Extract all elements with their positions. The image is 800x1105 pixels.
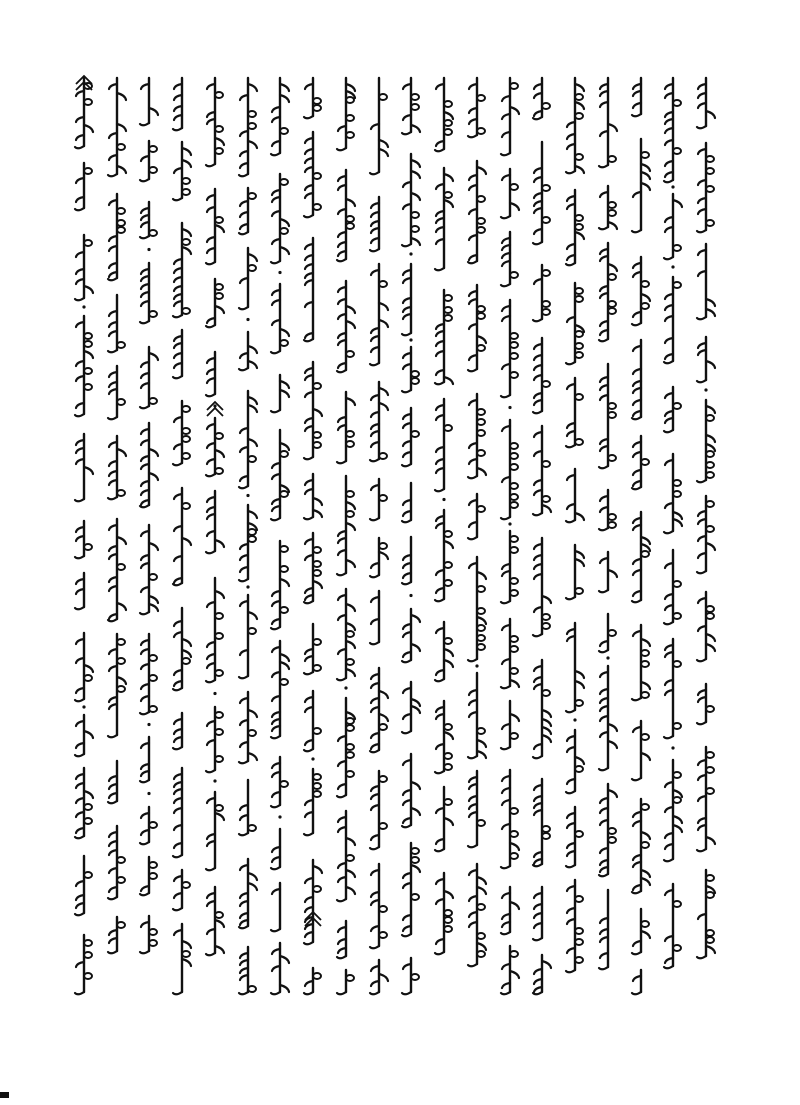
word-glyph: [140, 347, 158, 408]
word-glyph: [271, 174, 289, 263]
word-glyph: [271, 284, 289, 353]
word-glyph: [108, 194, 125, 280]
word-glyph: [435, 510, 453, 601]
word-glyph: [435, 399, 452, 491]
word-glyph: [75, 935, 92, 994]
word-glyph: [632, 139, 650, 232]
word-glyph: [304, 769, 321, 835]
word-glyph: [304, 968, 321, 994]
word-glyph: [468, 864, 486, 966]
word-glyph: [468, 161, 486, 263]
word-glyph: [173, 768, 182, 857]
word-glyph: [435, 622, 453, 681]
punctuation-dot: [672, 185, 675, 188]
word-glyph: [140, 141, 157, 181]
word-glyph: [108, 826, 125, 899]
word-glyph: [435, 787, 453, 851]
word-glyph: [337, 78, 355, 150]
text-column-20: [692, 72, 720, 1002]
word-glyph: [632, 909, 650, 954]
word-glyph: [533, 955, 551, 994]
word-glyph: [75, 573, 84, 609]
punctuation-dot: [213, 779, 216, 782]
word-glyph: [206, 578, 224, 682]
word-glyph: [632, 257, 650, 325]
text-column-14: [496, 72, 524, 1002]
word-glyph: [75, 633, 93, 701]
word-glyph: [140, 737, 149, 782]
word-glyph: [108, 519, 126, 621]
word-glyph: [533, 338, 550, 413]
word-glyph: [664, 78, 681, 182]
word-glyph: [632, 799, 650, 893]
word-glyph: [566, 623, 584, 712]
word-glyph: [239, 188, 256, 234]
text-column-7: [266, 72, 294, 1002]
word-glyph: [697, 78, 715, 128]
text-column-10: [365, 72, 393, 1002]
word-glyph: [271, 641, 289, 738]
text-column-17: [594, 72, 622, 1002]
word-glyph: [402, 754, 420, 827]
word-glyph: [599, 552, 617, 592]
word-glyph: [206, 418, 224, 476]
word-glyph: [533, 426, 551, 515]
punctuation-dot: [606, 656, 609, 659]
word-glyph: [501, 619, 519, 688]
word-glyph: [664, 639, 681, 738]
word-glyph: [697, 684, 714, 724]
word-glyph: [402, 958, 419, 994]
word-glyph: [664, 760, 682, 861]
word-glyph: [402, 682, 420, 733]
text-column-3: [135, 72, 163, 1002]
word-glyph: [173, 401, 190, 465]
word-glyph: [599, 784, 617, 876]
word-glyph: [239, 391, 257, 488]
word-glyph: [271, 375, 289, 412]
word-glyph: [173, 488, 191, 585]
word-glyph: [108, 917, 125, 953]
word-glyph: [173, 924, 191, 994]
word-glyph: [501, 169, 519, 218]
word-glyph: [75, 521, 92, 558]
word-glyph: [239, 780, 256, 835]
text-column-13: [463, 72, 491, 1002]
punctuation-dot: [508, 522, 511, 525]
word-glyph: [402, 78, 420, 134]
word-glyph: [599, 364, 616, 468]
word-glyph: [206, 792, 224, 870]
word-glyph: [304, 238, 313, 341]
text-column-4: [168, 72, 196, 1002]
word-glyph: [435, 873, 453, 954]
word-glyph: [140, 634, 157, 714]
word-glyph: [664, 194, 682, 259]
word-glyph: [140, 423, 158, 507]
word-glyph: [206, 279, 224, 327]
word-glyph: [501, 420, 518, 519]
word-glyph: [108, 295, 125, 352]
word-glyph: [337, 392, 355, 463]
word-glyph: [664, 277, 681, 363]
word-glyph: [337, 281, 355, 372]
word-glyph: [501, 946, 519, 994]
word-glyph: [370, 960, 388, 994]
text-column-16: [561, 72, 589, 1002]
text-column-11: [397, 72, 425, 1002]
word-glyph: [370, 264, 388, 365]
word-glyph: [140, 525, 158, 614]
word-glyph: [632, 340, 641, 419]
word-glyph: [533, 78, 550, 119]
word-glyph: [402, 483, 411, 522]
word-glyph: [108, 761, 117, 803]
punctuation-dot: [279, 815, 282, 818]
word-glyph: [271, 757, 288, 807]
word-glyph: [664, 550, 681, 624]
word-glyph: [599, 890, 608, 969]
word-glyph: [271, 829, 280, 869]
word-glyph: [271, 541, 289, 629]
word-glyph: [632, 625, 650, 700]
word-glyph: [370, 78, 388, 174]
punctuation-dot: [672, 265, 675, 268]
word-glyph: [370, 771, 387, 849]
word-glyph: [140, 807, 157, 844]
word-glyph: [206, 78, 224, 166]
word-glyph: [337, 698, 355, 797]
word-glyph: [566, 78, 584, 173]
word-glyph: [304, 624, 321, 674]
punctuation-dot: [410, 338, 413, 341]
word-glyph: [697, 337, 715, 382]
punctuation-dot: [312, 757, 315, 760]
text-column-5: [201, 72, 229, 1002]
word-glyph: [239, 248, 257, 309]
word-glyph: [337, 476, 355, 575]
word-glyph: [304, 78, 321, 118]
word-glyph: [370, 591, 379, 644]
word-glyph: [206, 887, 224, 955]
word-glyph: [271, 883, 280, 931]
word-glyph: [566, 190, 584, 265]
word-glyph: [468, 771, 485, 847]
word-glyph: [566, 469, 584, 522]
word-glyph: [140, 916, 157, 953]
word-glyph: [697, 747, 715, 851]
word-glyph: [304, 691, 321, 751]
word-glyph: [271, 943, 289, 994]
page-corner-mark: [0, 1092, 9, 1098]
punctuation-dot: [213, 692, 216, 695]
text-column-8: [299, 72, 327, 1002]
word-glyph: [632, 970, 641, 994]
word-glyph: [566, 730, 584, 793]
word-glyph: [599, 186, 617, 229]
word-glyph: [239, 595, 257, 678]
word-glyph: [533, 779, 550, 866]
text-column-12: [430, 72, 458, 1002]
word-glyph: [468, 673, 486, 758]
word-glyph: [664, 884, 681, 968]
word-glyph: [140, 78, 158, 125]
word-glyph: [370, 479, 387, 520]
word-glyph: [468, 394, 486, 478]
word-glyph: [304, 362, 322, 459]
word-glyph: [501, 770, 519, 868]
word-glyph: [402, 537, 411, 584]
word-glyph: [239, 692, 257, 763]
word-glyph: [402, 843, 420, 936]
word-glyph: [108, 634, 126, 737]
word-glyph: [370, 197, 379, 251]
word-glyph: [501, 232, 518, 286]
word-glyph: [402, 347, 419, 392]
word-glyph: [370, 538, 388, 577]
word-glyph: [599, 666, 617, 770]
word-glyph: [304, 533, 322, 603]
word-glyph: [632, 436, 649, 489]
punctuation-dot: [508, 406, 511, 409]
punctuation-dot: [246, 585, 249, 588]
word-glyph: [75, 316, 93, 416]
word-glyph: [173, 870, 190, 910]
word-glyph: [206, 352, 215, 396]
punctuation-dot: [148, 723, 151, 726]
word-glyph: [173, 608, 191, 690]
word-glyph: [140, 857, 157, 895]
word-glyph: [140, 263, 157, 323]
word-glyph: [206, 491, 224, 553]
punctuation-dot: [246, 494, 249, 497]
punctuation-dot: [410, 594, 413, 597]
word-glyph: [75, 163, 92, 210]
punctuation-dot: [279, 271, 282, 274]
word-glyph: [206, 189, 224, 264]
word-glyph: [140, 202, 157, 238]
word-glyph: [599, 243, 617, 341]
word-glyph: [632, 721, 650, 780]
word-glyph: [533, 660, 551, 758]
word-glyph: [533, 887, 542, 940]
word-glyph: [697, 244, 715, 319]
word-glyph: [501, 300, 518, 397]
punctuation-dot: [82, 305, 85, 308]
word-glyph: [370, 668, 388, 752]
word-glyph: [566, 283, 584, 364]
word-glyph: [599, 78, 617, 167]
word-glyph: [664, 454, 682, 533]
punctuation-dot: [344, 686, 347, 689]
word-glyph: [75, 856, 92, 915]
word-glyph: [173, 78, 182, 130]
word-glyph: [304, 474, 322, 519]
word-glyph: [239, 332, 257, 370]
punctuation-dot: [672, 746, 675, 749]
text-column-15: [528, 72, 556, 1002]
word-glyph: [468, 285, 486, 371]
word-glyph: [664, 387, 681, 432]
word-glyph: [173, 142, 191, 200]
word-glyph: [173, 223, 191, 317]
word-glyph: [337, 170, 355, 261]
word-glyph: [697, 496, 715, 573]
word-glyph: [108, 78, 126, 176]
text-column-6: [234, 72, 262, 1002]
punctuation-dot: [410, 252, 413, 255]
word-glyph: [173, 713, 182, 749]
word-glyph: [75, 715, 93, 756]
word-glyph: [206, 707, 223, 772]
word-glyph: [468, 494, 485, 539]
text-column-18: [627, 72, 655, 1002]
word-glyph: [337, 921, 346, 958]
word-glyph: [599, 490, 616, 530]
punctuation-dot: [442, 498, 445, 501]
word-glyph: [337, 811, 355, 901]
word-glyph: [108, 436, 126, 499]
punctuation-dot: [704, 388, 707, 391]
text-column-2: [103, 72, 131, 1002]
punctuation-dot: [82, 705, 85, 708]
word-glyph: [435, 290, 453, 384]
punctuation-dot: [148, 792, 151, 795]
word-glyph: [566, 807, 583, 867]
word-glyph: [697, 592, 715, 661]
word-glyph: [402, 264, 411, 335]
word-glyph: [533, 265, 550, 321]
word-glyph: [239, 947, 256, 994]
word-glyph: [468, 557, 486, 661]
word-glyph: [402, 154, 420, 246]
text-column-9: [332, 72, 360, 1002]
double-angle-mark: [207, 402, 223, 416]
word-glyph: [533, 538, 551, 636]
word-glyph: [75, 768, 93, 838]
word-glyph: [435, 701, 453, 773]
word-glyph: [239, 505, 257, 581]
word-glyph: [402, 609, 420, 662]
word-glyph: [697, 143, 714, 232]
text-column-1: [70, 72, 98, 1002]
word-glyph: [632, 512, 650, 602]
word-glyph: [468, 78, 485, 137]
word-glyph: [271, 78, 289, 155]
word-glyph: [501, 531, 518, 603]
word-glyph: [108, 366, 125, 419]
word-glyph: [75, 235, 93, 300]
word-glyph: [304, 132, 321, 217]
word-glyph: [304, 860, 322, 944]
word-glyph: [173, 330, 182, 378]
word-glyph: [370, 864, 387, 948]
word-glyph: [75, 434, 93, 501]
punctuation-dot: [475, 664, 478, 667]
word-glyph: [239, 78, 257, 176]
word-glyph: [501, 701, 519, 749]
word-glyph: [533, 142, 550, 244]
word-glyph: [337, 970, 354, 994]
text-column-19: [659, 72, 687, 1002]
word-glyph: [697, 400, 715, 482]
word-glyph: [501, 887, 519, 934]
word-glyph: [337, 589, 355, 680]
word-glyph: [599, 614, 616, 652]
punctuation-dot: [246, 318, 249, 321]
word-glyph: [566, 378, 583, 447]
punctuation-dot: [573, 718, 576, 721]
word-glyph: [566, 545, 584, 599]
punctuation-dot: [148, 248, 151, 251]
word-glyph: [402, 408, 419, 466]
word-glyph: [271, 430, 289, 520]
word-glyph: [435, 168, 453, 270]
word-glyph: [697, 870, 715, 958]
word-glyph: [501, 78, 519, 155]
word-glyph: [239, 859, 257, 928]
word-glyph: [632, 78, 641, 116]
word-glyph: [566, 880, 583, 972]
word-glyph: [435, 78, 453, 151]
word-glyph: [370, 382, 388, 461]
